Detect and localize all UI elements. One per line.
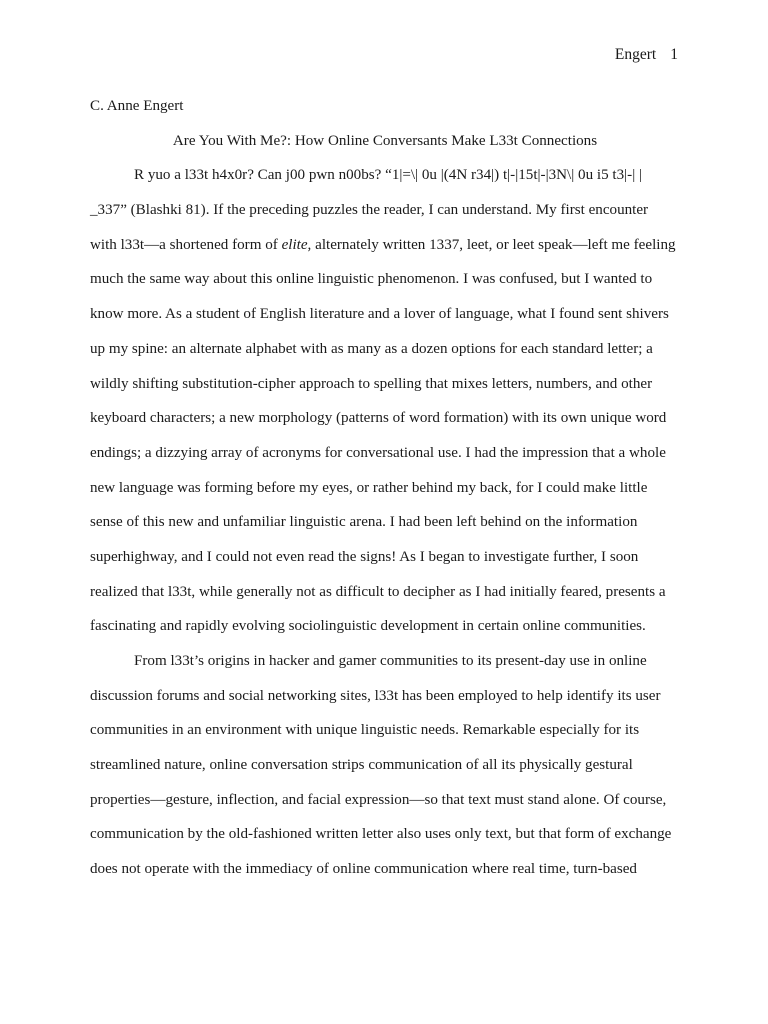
paragraph-line: communities in an environment with unique linguistic needs. Remarkable especially for its [90,722,640,739]
paragraph-line: _337” (Blashki 81). If the preceding puzzles the reader, I can understand. My first encounter [90,202,649,219]
paragraph-line: new language was forming before my eyes, or rather behind my back, for I could make little [90,479,648,496]
paragraph-line-rest: alternately written 1337, leet, or leet speak—left me feeling [311,236,676,253]
paragraph-line [90,228,680,263]
paragraph-line: keyboard characters; a new morphology (patterns of word formation) with its own unique word [90,410,667,427]
running-head [615,43,678,67]
paragraph-line: much the same way about this online linguistic phenomenon. I was confused, but I wanted to [90,271,653,288]
paragraph-line: discussion forums and social networking sites, l33t has been employed to help identify its user [90,687,661,704]
paragraph-2 [90,644,680,887]
paragraph-line: streamlined nature, online conversation strips communication of all its physically gestural [90,757,633,774]
paragraph-line: wildly shifting substitution-cipher approach to spelling that mixes letters, numbers, and other [90,375,653,392]
paragraph-line: From l33t’s origins in hacker and gamer communities to its present-day use in online [134,653,647,669]
paper-title: Are You With Me?: How Online Conversants Make L33t Connections [172,132,598,149]
paragraph-line: know more. As a student of English literature and a lover of language, what I found sent shivers [90,306,669,323]
paragraph-line: fascinating and rapidly evolving sociolinguistic development in certain online communities. [90,618,646,635]
running-head-author: Engert [614,46,657,63]
paragraph-line: does not operate with the immediacy of online communication where real time, turn-based [90,861,637,878]
paragraph-line: up my spine: an alternate alphabet with as many as a dozen options for each standard letter; a [90,340,653,357]
document-body [90,89,680,887]
author-line: C. Anne Engert [90,98,184,114]
italic-term-elite: elite, [281,236,312,253]
paragraph-line-start: with l33t—a shortened form of [90,236,282,253]
paragraph-line: properties—gesture, inflection, and facial expression—so that text must stand alone. Of course, [90,791,667,808]
page-number: 1 [670,46,678,63]
paragraph-line: R yuo a l33t h4x0r? Can j00 pwn n00bs? “1|=\| 0u |(4N r34|) t|-|15t|-|3N\| 0u i5 t3|-| | [134,167,643,184]
paragraph-line: superhighway, and I could not even read the signs! As I began to investigate further, I soon [90,548,639,565]
paragraph-line: sense of this new and unfamiliar linguistic arena. I had been left behind on the information [90,514,638,531]
paragraph-line: realized that l33t, while generally not as difficult to decipher as I had initially feared, presents a [90,583,666,600]
paragraph-line: endings; a dizzying array of acronyms for conversational use. I had the impression that a whole [90,444,666,461]
paragraph-1 [90,158,680,644]
paragraph-line: communication by the old-fashioned written letter also uses only text, but that form of exchange [90,826,672,843]
